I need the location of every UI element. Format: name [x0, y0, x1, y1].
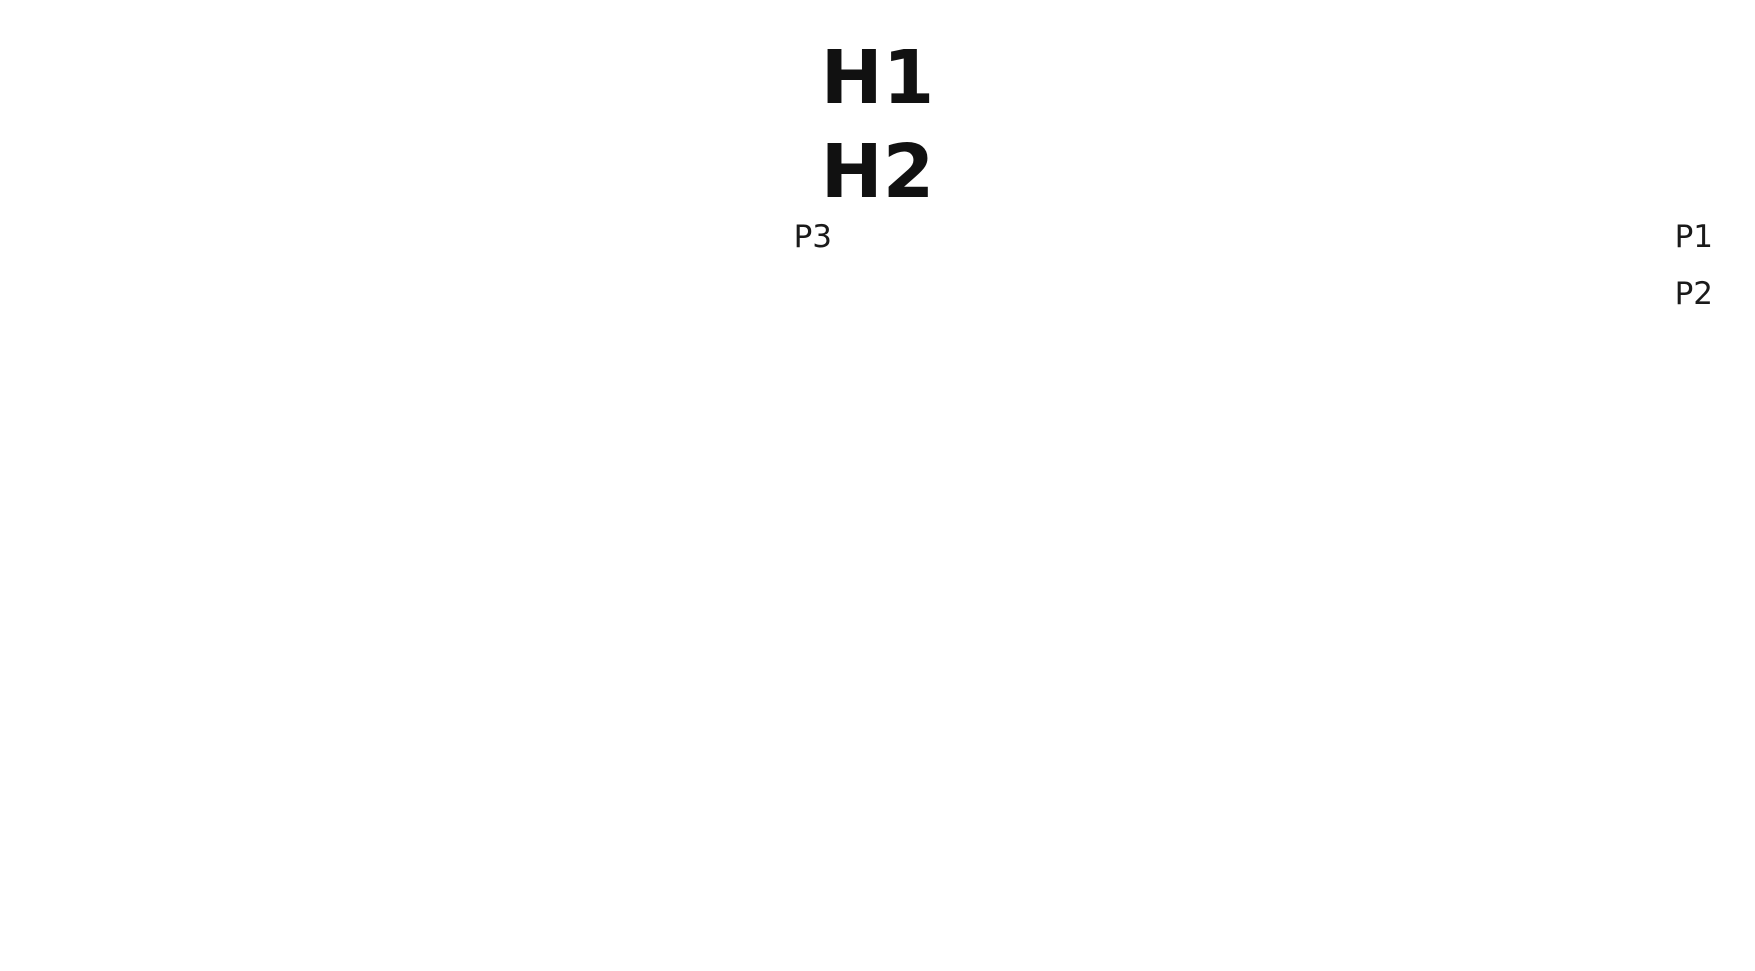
article-headline — [42, 35, 1713, 216]
headline-line-2: H2 — [820, 129, 935, 216]
right-column-paragraph-1: P1 — [1674, 219, 1713, 255]
headline-line-1: H1 — [820, 35, 935, 122]
left-column-paragraph-1: P3 — [793, 219, 832, 255]
left-column — [42, 210, 832, 957]
right-column — [933, 210, 1713, 957]
right-column-paragraph-2: P2 — [1674, 275, 1713, 312]
article-body — [42, 210, 1713, 957]
